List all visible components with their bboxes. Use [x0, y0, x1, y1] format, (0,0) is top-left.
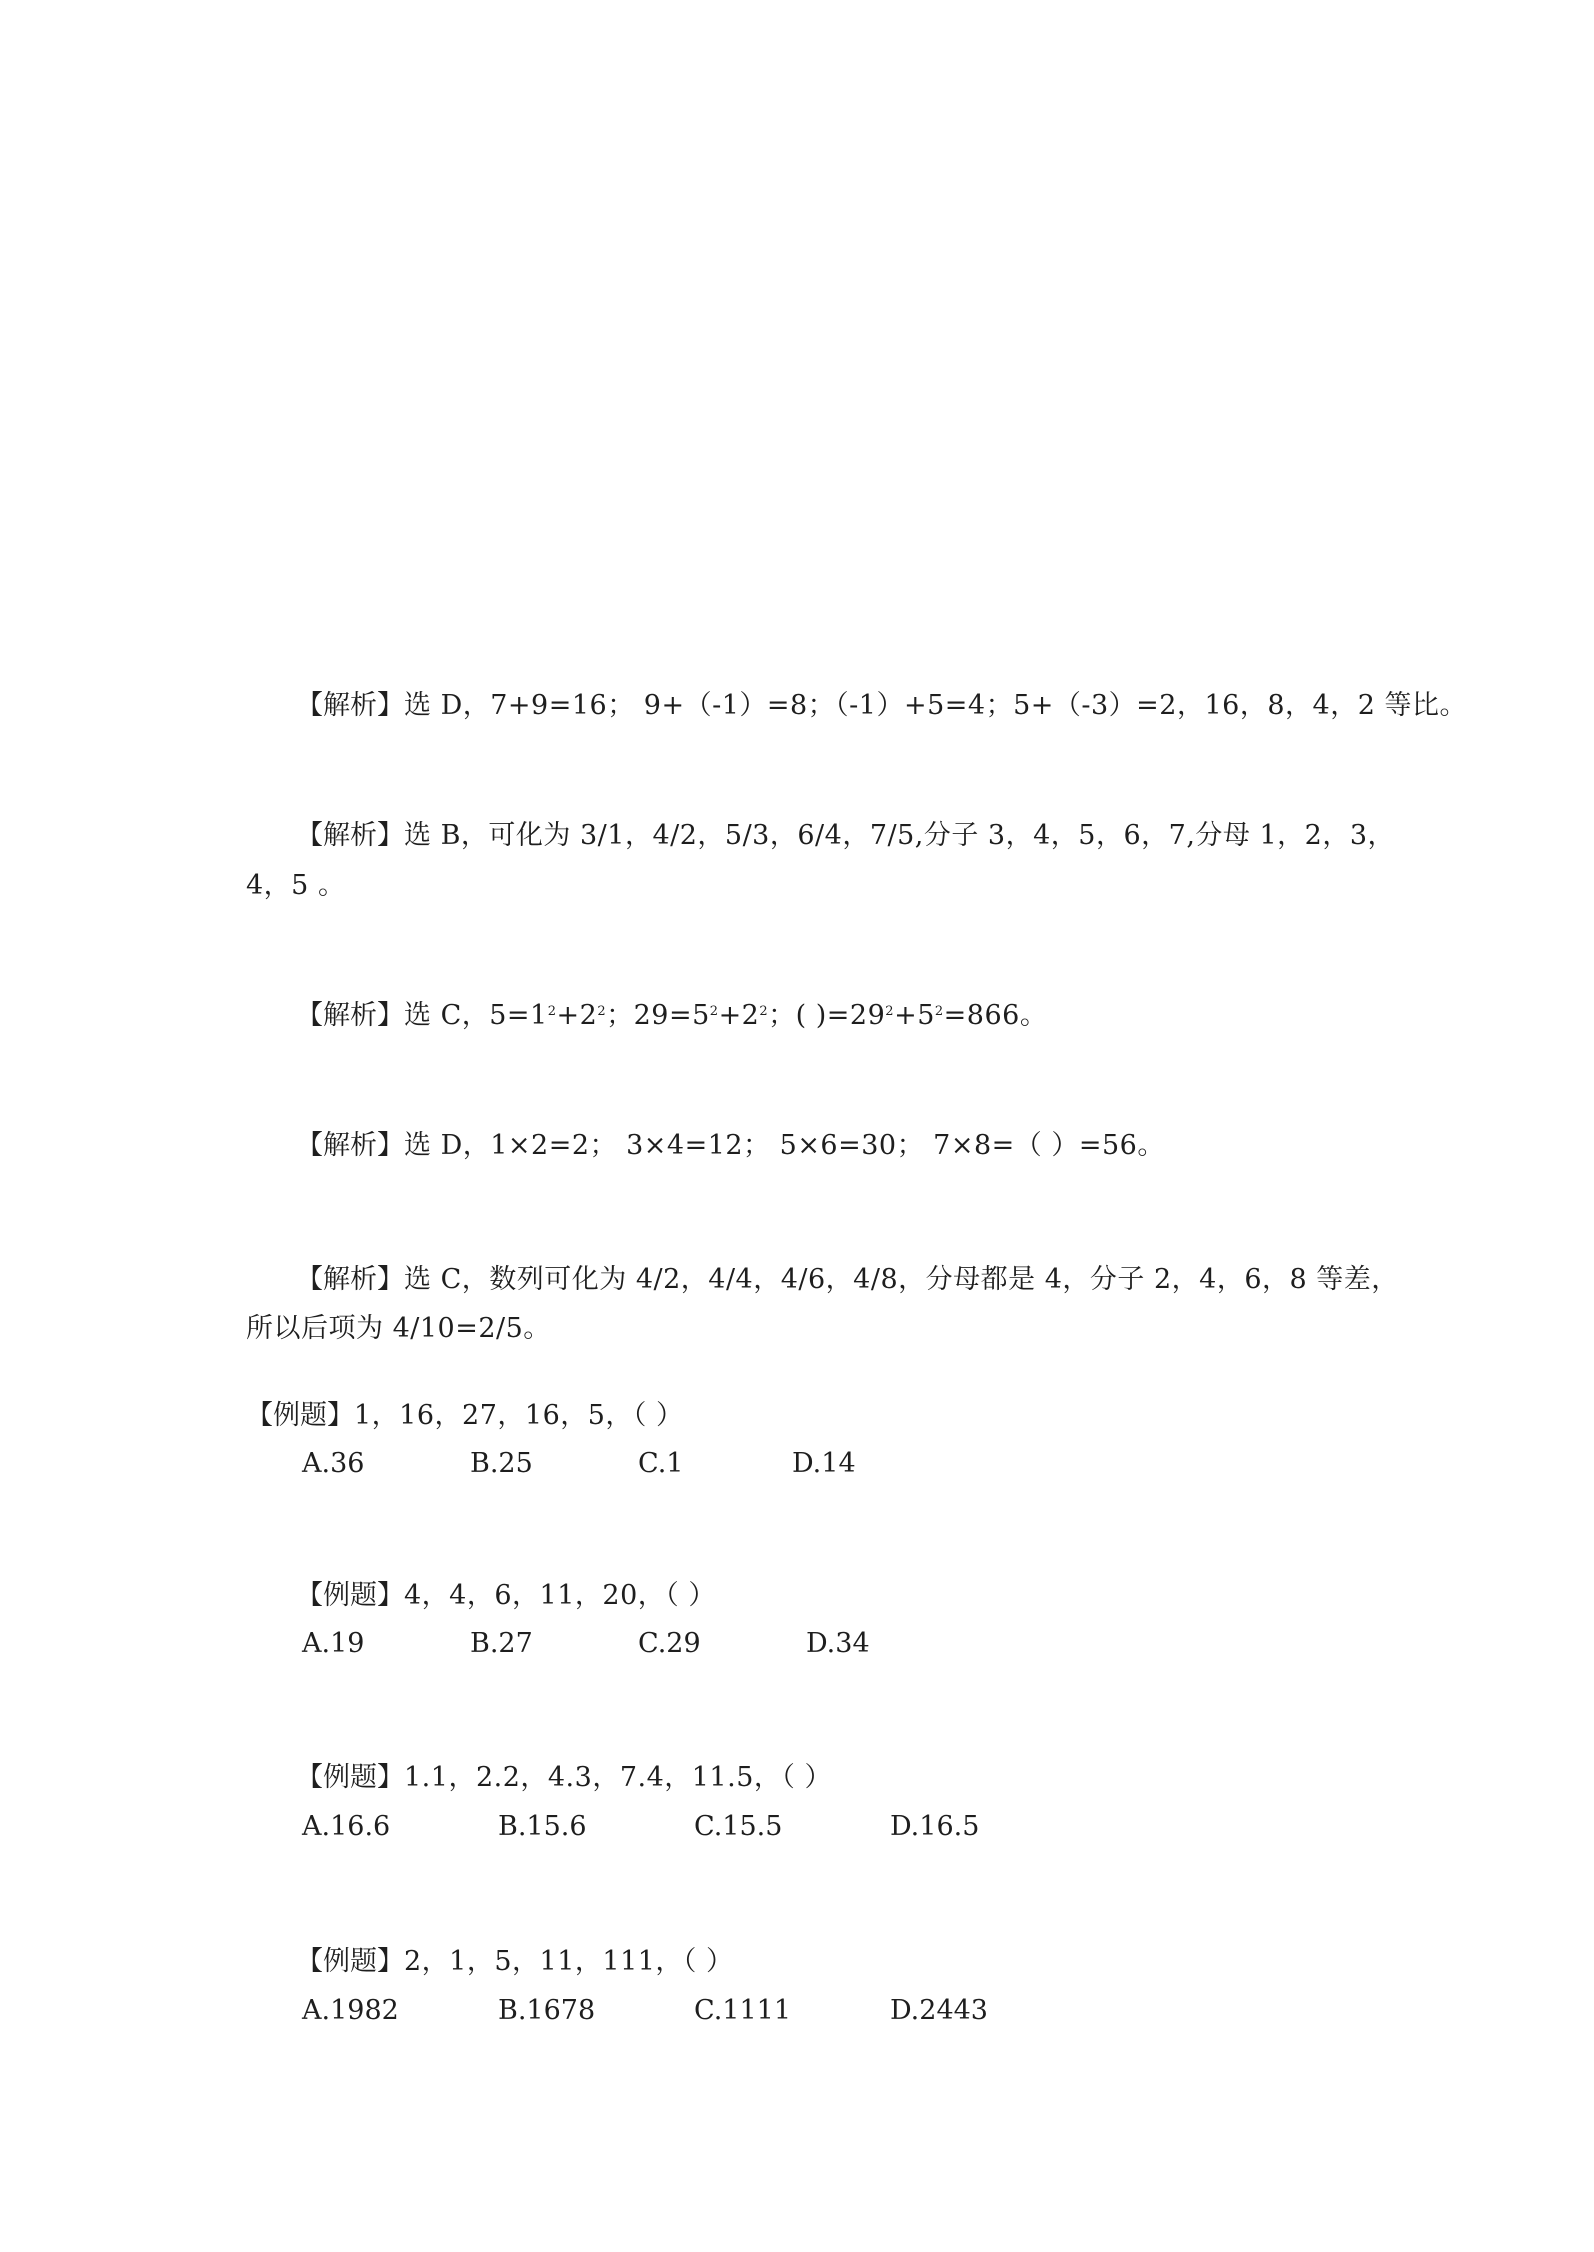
example-question: 1.1，2.2，4.3，7.4，11.5，（ ）: [404, 1762, 832, 1793]
option-c[interactable]: C.15.5: [694, 1811, 783, 1842]
option-a[interactable]: A.19: [302, 1628, 365, 1659]
option-a[interactable]: A.16.6: [302, 1811, 391, 1842]
option-b[interactable]: B.15.6: [498, 1811, 587, 1842]
analysis-text: 选 D，7+9=16； 9+（-1）=8；（-1）+5=4；5+（-3）=2，16，8，4，2 等比。: [404, 690, 1467, 721]
analysis-4: [296, 1128, 1165, 1164]
example-2: [296, 1578, 716, 1614]
example-tag: 【例题】: [296, 1580, 404, 1611]
example-question: 1，16，27，16，5，（ ）: [354, 1400, 684, 1431]
example-tag: 【例题】: [296, 1946, 404, 1977]
example-question: 2，1，5，11，111，（ ）: [404, 1946, 734, 1977]
analysis-tag: 【解析】: [296, 690, 404, 721]
analysis-2: [296, 818, 1395, 854]
analysis-text: 选 C，数列可化为 4/2，4/4，4/6，4/8，分母都是 4，分子 2，4，6，8 等差，: [404, 1264, 1399, 1295]
analysis-1: [296, 688, 1467, 724]
analysis-tag: 【解析】: [296, 1264, 404, 1295]
analysis-text: 选 D，1×2=2； 3×4=12； 5×6=30； 7×8=（ ）=56。: [404, 1130, 1165, 1161]
analysis-2-continuation: 4，5 。: [246, 870, 346, 901]
example-3: [296, 1760, 832, 1796]
option-d[interactable]: D.16.5: [890, 1811, 980, 1842]
analysis-tag: 【解析】: [296, 820, 404, 851]
option-c[interactable]: C.29: [638, 1628, 701, 1659]
example-1: [246, 1398, 684, 1434]
example-4: [296, 1944, 734, 1980]
analysis-text: 选 B，可化为 3/1，4/2，5/3，6/4，7/5,分子 3，4，5，6，7,分母 1，2，3，: [404, 820, 1396, 851]
analysis-tag: 【解析】: [296, 1000, 404, 1031]
analysis-tag: 【解析】: [296, 1130, 404, 1161]
option-c[interactable]: C.1: [638, 1448, 684, 1479]
analysis-5: [296, 1262, 1399, 1298]
example-question: 4，4，6，11，20，（ ）: [404, 1580, 716, 1611]
option-d[interactable]: D.34: [806, 1628, 870, 1659]
option-d[interactable]: D.2443: [890, 1995, 988, 2026]
analysis-3: [296, 998, 1047, 1034]
example-tag: 【例题】: [246, 1400, 354, 1431]
analysis-text: 选 C，$5=1^2+2^2$；$29=5^2+2^2$；( )$=29^2+5^2=866$。: [404, 1000, 1048, 1031]
option-a[interactable]: A.36: [302, 1448, 365, 1479]
option-b[interactable]: B.27: [470, 1628, 533, 1659]
option-b[interactable]: B.1678: [498, 1995, 596, 2026]
example-tag: 【例题】: [296, 1762, 404, 1793]
option-a[interactable]: A.1982: [302, 1995, 399, 2026]
option-d[interactable]: D.14: [792, 1448, 856, 1479]
option-b[interactable]: B.25: [470, 1448, 533, 1479]
analysis-5-continuation: 所以后项为 4/10=2/5。: [246, 1313, 551, 1344]
option-c[interactable]: C.1111: [694, 1995, 791, 2026]
